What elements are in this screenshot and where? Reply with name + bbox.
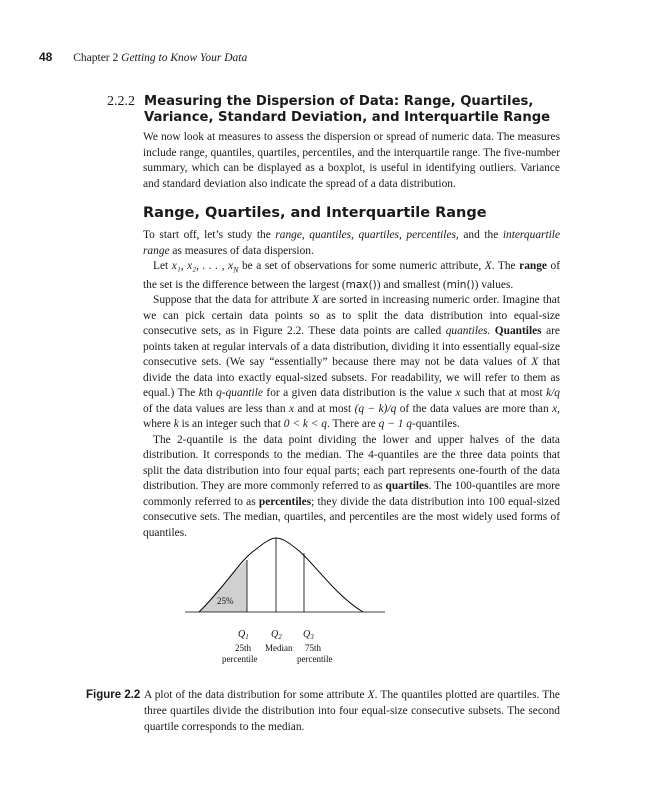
paragraph-1: To start off, let’s study the range, quantiles, quartiles, percentiles, and the interquartile range as measures of data dispersion. xyxy=(143,229,561,257)
section-number: 2.2.2 xyxy=(107,94,135,109)
q2-desc: Median xyxy=(265,643,293,653)
paragraph-2: Let x₁, x₂, . . . , $x_N$ be a set of observations for some numeric attribute, X. The range of the set is the difference between the largest (max()) and smallest (min()) values. xyxy=(143,260,561,291)
figure-caption xyxy=(86,687,560,736)
subsection-title: Range, Quartiles, and Interquartile Range xyxy=(143,205,487,221)
intro-paragraph: We now look at measures to assess the dispersion or spread of numeric data. The measures include range, quantiles, quartiles, percentiles, and the interquartile range. The five-number summary, which can be displayed as a boxplot, is useful in identifying outliers. Variance and standard deviation also indicate the spread of a data distribution. xyxy=(143,131,560,190)
caption-label: Figure 2.2 xyxy=(86,689,141,701)
caption-text: A plot of the data distribution for some attribute X. The quantiles plotted are quartiles. The three quartiles divide the distribution into four equal-size consecutive subsets. The second quartile corresponds to the median. xyxy=(144,689,560,734)
q1-label: $Q_1$ xyxy=(238,629,249,641)
q3-desc-line1: 75th xyxy=(305,643,322,653)
page-number: 48 xyxy=(39,50,53,64)
shaded-percent-label: 25% xyxy=(217,596,234,606)
section-intro xyxy=(143,130,560,192)
q1-desc-line2: percentile xyxy=(222,654,258,664)
paragraph-3: Suppose that the data for attribute X are sorted in increasing numeric order. Imagine that we can pick certain data points so as to split the data distribution into equal-size consecutive sets, as in Figure 2.2. These data points are called quantiles. Quantiles are points taken at regular intervals of a data distribution, dividing it into essentially equal-size consecutive sets. (We say “essentially” because there may not be data values of X that divide the data into exactly equal-sized subsets. For readability, we will refer to them as equal.) The kth q-quantile for a given data distribution is the value x such that at most k/q of the data values are less than x and at most (q − k)/q of the data values are more than x, where k is an integer such that 0 < k < q. There are q − 1 q-quantiles. xyxy=(143,294,560,431)
section-title: Measuring the Dispersion of Data: Range, Quartiles, Variance, Standard Deviation, and Interquartile Range xyxy=(144,94,551,125)
q2-label: $Q_2$ xyxy=(271,629,282,641)
q1-desc-line1: 25th xyxy=(235,643,252,653)
section-heading xyxy=(107,94,567,126)
page-header xyxy=(39,50,247,64)
q3-desc-line2: percentile xyxy=(297,654,333,664)
figure-2-2 xyxy=(185,525,395,670)
chapter-title: Getting to Know Your Data xyxy=(121,52,248,64)
chapter-label: Chapter 2 xyxy=(73,52,119,64)
body-text xyxy=(143,228,560,541)
distribution-plot xyxy=(185,525,395,670)
paragraph-4: The 2-quantile is the data point dividing the lower and upper halves of the data distribution. It corresponds to the median. The 4-quantiles are the three data points that split the data distribution into four equal parts; each part represents one-fourth of the data distribution. They are more commonly referred to as quartiles. The 100-quantiles are more commonly referred to as percentiles; they divide the data distribution into 100 equal-sized consecutive sets. The median, quartiles, and percentiles are the most widely used forms of quantiles. xyxy=(143,433,560,539)
q3-label: $Q_3$ xyxy=(303,629,314,641)
